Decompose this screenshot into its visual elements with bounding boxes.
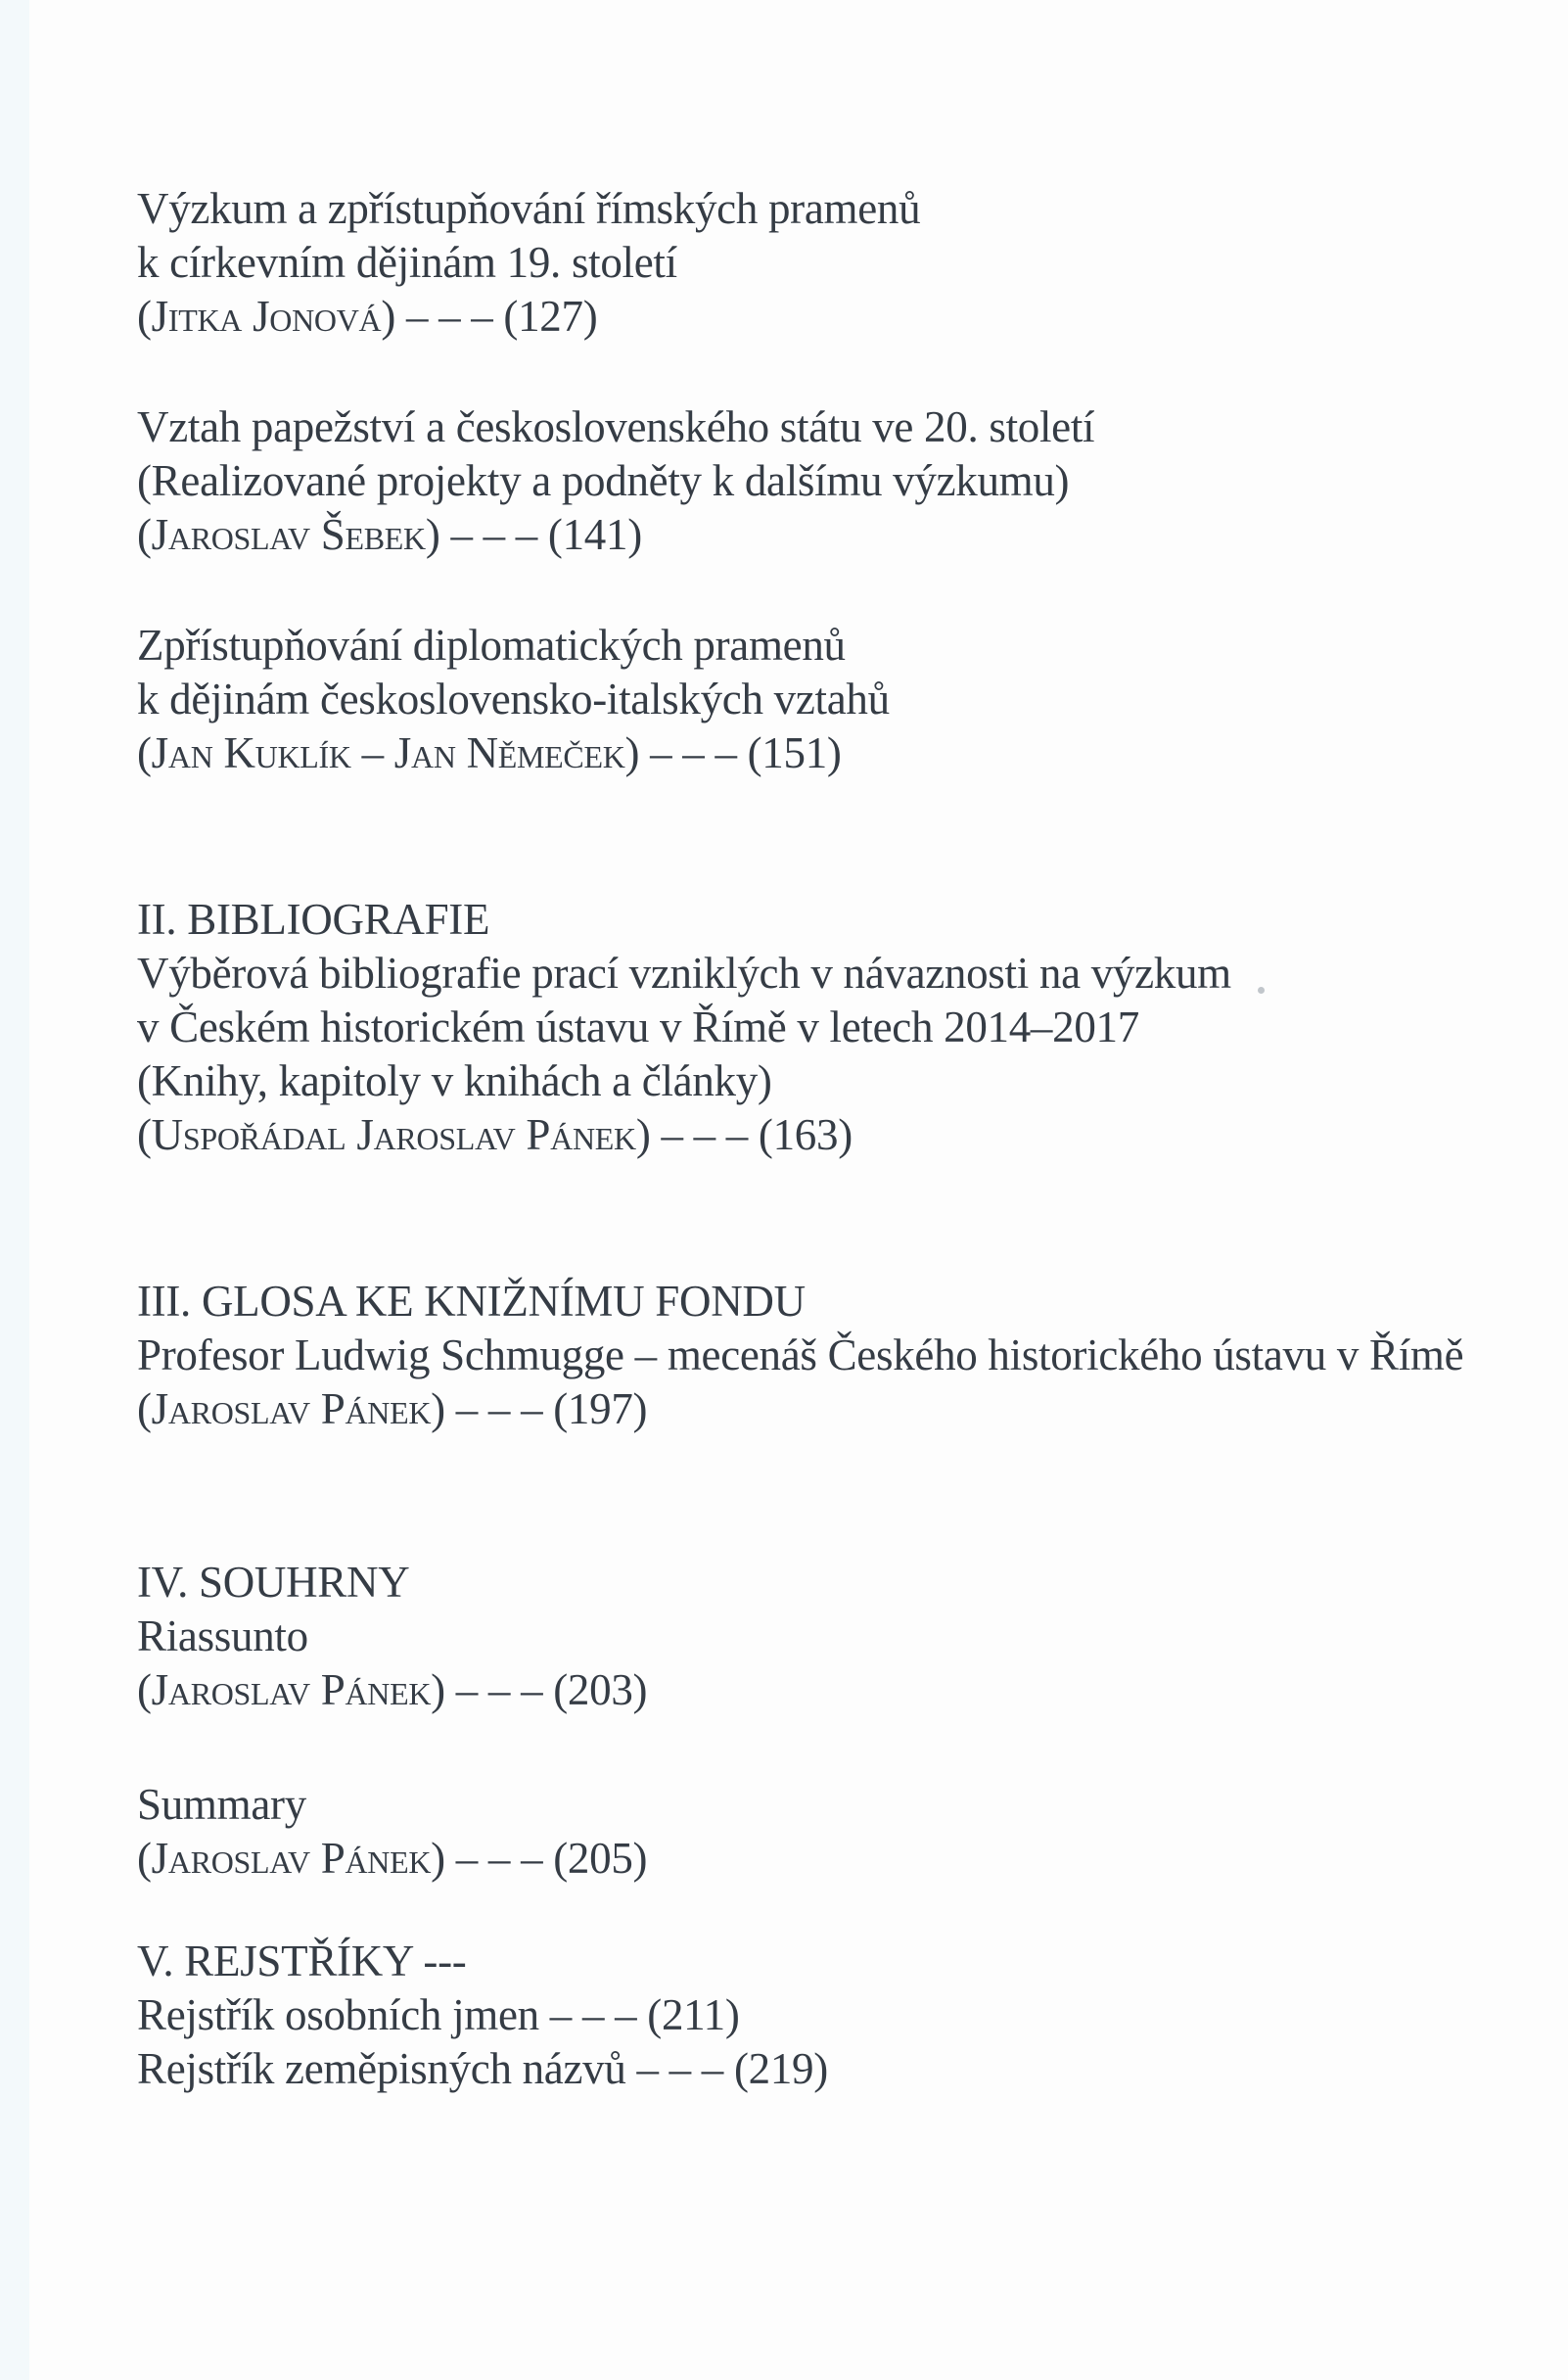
toc-section bbox=[137, 893, 1231, 1162]
toc-line-title: Profesor Ludwig Schmugge – mecenáš Českého historického ústavu v Římě bbox=[137, 1330, 1464, 1379]
toc-entry bbox=[137, 619, 890, 780]
toc-line-subtitle: (Realizované projekty a podněty k dalšímu výzkumu) bbox=[137, 456, 1070, 505]
toc-line-entry-page: Rejstřík osobních jmen – – – (211) bbox=[137, 1990, 740, 2039]
toc-entry bbox=[137, 1778, 647, 1886]
toc-entry bbox=[137, 400, 1094, 562]
toc-section bbox=[137, 1935, 828, 2096]
toc-line-author-page: (Uspořádal Jaroslav Pánek) – – – (163) bbox=[137, 1110, 853, 1159]
toc-section bbox=[137, 1556, 647, 1717]
toc-line-author-page: (Jaroslav Pánek) – – – (197) bbox=[137, 1384, 648, 1433]
toc-line-subtitle: (Knihy, kapitoly v knihách a články) bbox=[137, 1056, 772, 1105]
toc-section bbox=[137, 1275, 1463, 1436]
toc-line-author-page: (Jitka Jonová) – – – (127) bbox=[137, 292, 598, 341]
toc-section-heading: V. REJSTŘÍKY --- bbox=[137, 1937, 467, 1985]
toc-line-author-page: (Jan Kuklík – Jan Němeček) – – – (151) bbox=[137, 728, 842, 777]
toc-line-title: Vztah papežství a československého státu ve 20. století bbox=[137, 402, 1095, 451]
toc-line-entry-page: Rejstřík zeměpisných názvů – – – (219) bbox=[137, 2044, 828, 2093]
toc-line-title: k dějinám československo-italských vztahů bbox=[137, 675, 890, 723]
toc-section-heading: III. GLOSA KE KNIŽNÍMU FONDU bbox=[137, 1277, 806, 1326]
toc-line-title: Výběrová bibliografie prací vzniklých v návaznosti na výzkum bbox=[137, 949, 1231, 998]
toc-section-heading: IV. SOUHRNY bbox=[137, 1558, 410, 1607]
scan-artifact-dot bbox=[1258, 987, 1265, 994]
toc-line-title: Výzkum a zpřístupňování římských pramenů bbox=[137, 184, 921, 233]
toc-section-heading: II. BIBLIOGRAFIE bbox=[137, 895, 490, 944]
toc-line-title: Zpřístupňování diplomatických pramenů bbox=[137, 621, 846, 670]
toc-line-author-page: (Jaroslav Pánek) – – – (203) bbox=[137, 1665, 648, 1714]
toc-line-author-page: (Jaroslav Pánek) – – – (205) bbox=[137, 1834, 648, 1883]
toc-line-title: v Českém historickém ústavu v Římě v letech 2014–2017 bbox=[137, 1003, 1139, 1051]
page-edge-shadow bbox=[0, 0, 29, 2380]
toc-line-title: k církevním dějinám 19. století bbox=[137, 238, 677, 287]
toc-line-author-page: (Jaroslav Šebek) – – – (141) bbox=[137, 510, 642, 559]
toc-entry bbox=[137, 182, 920, 344]
toc-line-title: Riassunto bbox=[137, 1611, 308, 1660]
toc-line-title: Summary bbox=[137, 1780, 306, 1829]
